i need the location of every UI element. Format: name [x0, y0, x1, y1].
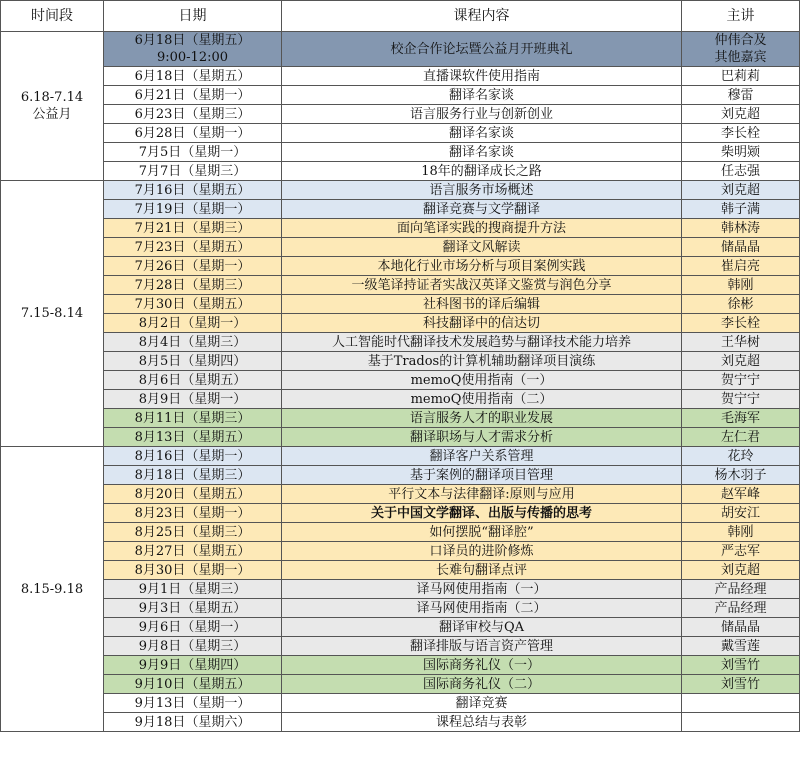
- course-cell: 语言服务市场概述: [282, 181, 682, 200]
- table-row: [1, 32, 800, 67]
- lecturer-text: 韩刚: [727, 524, 754, 540]
- lecturer-text: 刘克超: [720, 562, 760, 578]
- lecturer-cell: [682, 390, 800, 409]
- date-cell: [104, 390, 282, 409]
- period-cell: [1, 32, 104, 181]
- date-cell: [104, 314, 282, 333]
- table-row: [1, 599, 800, 618]
- table-row: [1, 238, 800, 257]
- lecturer-text: 左仁君: [720, 429, 760, 445]
- date-cell: [104, 561, 282, 580]
- lecturer-text: 柴明颎: [720, 144, 760, 160]
- course-cell: 社科图书的译后编辑: [282, 295, 682, 314]
- date-text: 7月7日（星期三）: [138, 163, 247, 179]
- course-cell: 科技翻译中的信达切: [282, 314, 682, 333]
- date-cell: [104, 162, 282, 181]
- date-text: 8月4日（星期三）: [138, 334, 247, 350]
- course-cell: 一级笔译持证者实战汉英译文鉴赏与润色分享: [282, 276, 682, 295]
- lecturer-text: 李长栓: [720, 125, 760, 141]
- lecturer-text: 产品经理: [714, 600, 767, 616]
- lecturer-text: 崔启亮: [720, 258, 760, 274]
- lecturer-cell: [682, 143, 800, 162]
- lecturer-cell: [682, 276, 800, 295]
- date-text: 8月9日（星期一）: [138, 391, 247, 407]
- table-row: [1, 542, 800, 561]
- header-row: [1, 1, 800, 32]
- date-text: 8月2日（星期一）: [138, 315, 247, 331]
- lecturer-cell: [682, 618, 800, 637]
- lecturer-text: 贺宁宁: [720, 372, 760, 388]
- course-cell: 长难句翻译点评: [282, 561, 682, 580]
- lecturer-text: 花玲: [727, 448, 754, 464]
- table-row: [1, 295, 800, 314]
- date-cell: [104, 257, 282, 276]
- lecturer-text: 严志军: [720, 543, 760, 559]
- course-cell: 平行文本与法律翻译:原则与应用: [282, 485, 682, 504]
- table-row: [1, 390, 800, 409]
- date-text: 8月13日（星期五）: [134, 429, 251, 445]
- table-row: [1, 428, 800, 447]
- lecturer-text: 贺宁宁: [720, 391, 760, 407]
- table-row: [1, 637, 800, 656]
- header-course: 课程内容: [282, 1, 682, 32]
- lecturer-text: 巴莉莉: [720, 68, 760, 84]
- lecturer-cell: [682, 675, 800, 694]
- date-cell: [104, 428, 282, 447]
- course-cell: 课程总结与表彰: [282, 713, 682, 732]
- course-cell: 18年的翻译成长之路: [282, 162, 682, 181]
- lecturer-cell: [682, 295, 800, 314]
- date-cell: [104, 599, 282, 618]
- lecturer-cell: [682, 257, 800, 276]
- table-row: [1, 314, 800, 333]
- date-text: 7月26日（星期一）: [134, 258, 251, 274]
- course-cell: memoQ使用指南（二）: [282, 390, 682, 409]
- table-row: [1, 181, 800, 200]
- header-lecturer: 主讲: [682, 1, 800, 32]
- table-row: [1, 219, 800, 238]
- header-date: 日期: [104, 1, 282, 32]
- schedule-body: [1, 32, 800, 732]
- course-cell: 翻译文风解读: [282, 238, 682, 257]
- date-text: 9月6日（星期一）: [138, 619, 247, 635]
- date-text: 7月23日（星期五）: [134, 239, 251, 255]
- date-text: 9月13日（星期一）: [134, 695, 251, 711]
- date-text: 8月23日（星期一）: [134, 505, 251, 521]
- lecturer-text: 戴雪莲: [720, 638, 760, 654]
- date-text: 8月20日（星期五）: [134, 486, 251, 502]
- date-text: 8月16日（星期一）: [134, 448, 251, 464]
- lecturer-cell: [682, 219, 800, 238]
- lecturer-cell: [682, 352, 800, 371]
- date-text: 8月5日（星期四）: [138, 353, 247, 369]
- table-row: [1, 352, 800, 371]
- course-cell: 校企合作论坛暨公益月开班典礼: [282, 32, 682, 67]
- table-row: [1, 257, 800, 276]
- lecturer-cell: [682, 447, 800, 466]
- course-cell: 本地化行业市场分析与项目案例实践: [282, 257, 682, 276]
- date-cell: [104, 675, 282, 694]
- date-text: 6月23日（星期三）: [134, 106, 251, 122]
- date-cell: [104, 276, 282, 295]
- date-cell: [104, 523, 282, 542]
- course-cell: 人工智能时代翻译技术发展趋势与翻译技术能力培养: [282, 333, 682, 352]
- course-cell: 译马网使用指南（二）: [282, 599, 682, 618]
- table-row: [1, 276, 800, 295]
- lecturer-cell: [682, 599, 800, 618]
- course-cell: 翻译排版与语言资产管理: [282, 637, 682, 656]
- date-cell: [104, 713, 282, 732]
- date-text: 9月9日（星期四）: [138, 657, 247, 673]
- date-cell: [104, 371, 282, 390]
- date-text: 7月5日（星期一）: [138, 144, 247, 160]
- date-cell: [104, 181, 282, 200]
- time-text: 9:00-12:00: [156, 50, 229, 65]
- lecturer-cell: [682, 124, 800, 143]
- lecturer-cell: [682, 105, 800, 124]
- date-cell: [104, 618, 282, 637]
- date-text: 8月18日（星期三）: [134, 467, 251, 483]
- lecturer-cell: [682, 162, 800, 181]
- table-row: [1, 333, 800, 352]
- course-cell: 国际商务礼仪（一）: [282, 656, 682, 675]
- date-cell: [104, 694, 282, 713]
- date-text: 7月28日（星期三）: [134, 277, 251, 293]
- lecturer-text: 刘雪竹: [720, 676, 760, 692]
- date-text: 8月6日（星期五）: [138, 372, 247, 388]
- date-text: 6月18日（星期五）: [134, 68, 251, 84]
- lecturer-cell: [682, 713, 800, 732]
- lecturer-text: 韩林涛: [720, 220, 760, 236]
- table-row: [1, 86, 800, 105]
- lecturer-text: 刘克超: [720, 182, 760, 198]
- table-row: [1, 523, 800, 542]
- lecturer-cell: [682, 694, 800, 713]
- table-row: [1, 447, 800, 466]
- course-cell: 基于案例的翻译项目管理: [282, 466, 682, 485]
- lecturer-cell: [682, 504, 800, 523]
- date-text: 9月8日（星期三）: [138, 638, 247, 654]
- lecturer-text: 产品经理: [714, 581, 767, 597]
- table-row: [1, 580, 800, 599]
- date-text: 8月30日（星期一）: [134, 562, 251, 578]
- lecturer-cell: [682, 466, 800, 485]
- period-label: 公益月: [32, 107, 72, 122]
- table-row: [1, 618, 800, 637]
- lecturer-text: 其他嘉宾: [714, 50, 767, 65]
- period-cell: [1, 181, 104, 447]
- period-label: 8.15-9.18: [20, 581, 84, 597]
- table-row: [1, 105, 800, 124]
- lecturer-cell: [682, 428, 800, 447]
- course-cell: 翻译竞赛: [282, 694, 682, 713]
- date-text: 7月21日（星期三）: [134, 220, 251, 236]
- course-cell: 译马网使用指南（一）: [282, 580, 682, 599]
- date-cell: [104, 143, 282, 162]
- lecturer-text: 韩刚: [727, 277, 754, 293]
- lecturer-text: 刘克超: [720, 353, 760, 369]
- table-row: [1, 67, 800, 86]
- lecturer-cell: [682, 371, 800, 390]
- lecturer-cell: [682, 238, 800, 257]
- course-cell: 翻译职场与人才需求分析: [282, 428, 682, 447]
- lecturer-cell: [682, 67, 800, 86]
- date-cell: [104, 637, 282, 656]
- course-cell: 翻译名家谈: [282, 124, 682, 143]
- lecturer-cell: [682, 86, 800, 105]
- lecturer-text: 杨木羽子: [714, 467, 767, 483]
- date-cell: [104, 219, 282, 238]
- lecturer-cell: [682, 32, 800, 67]
- date-text: 6月28日（星期一）: [134, 125, 251, 141]
- course-cell: 翻译审校与QA: [282, 618, 682, 637]
- period-label: 6.18-7.14: [20, 90, 84, 105]
- table-row: [1, 143, 800, 162]
- date-cell: [104, 352, 282, 371]
- lecturer-text: 任志强: [720, 163, 760, 179]
- course-cell: 关于中国文学翻译、出版与传播的思考: [282, 504, 682, 523]
- table-row: [1, 694, 800, 713]
- lecturer-cell: [682, 637, 800, 656]
- lecturer-text: 储晶晶: [720, 619, 760, 635]
- date-cell: [104, 580, 282, 599]
- table-row: [1, 371, 800, 390]
- date-cell: [104, 32, 282, 67]
- course-cell: memoQ使用指南（一）: [282, 371, 682, 390]
- date-cell: [104, 105, 282, 124]
- table-row: [1, 124, 800, 143]
- date-cell: [104, 542, 282, 561]
- lecturer-text: 仲伟合及: [714, 33, 767, 48]
- lecturer-cell: [682, 314, 800, 333]
- lecturer-text: 储晶晶: [720, 239, 760, 255]
- lecturer-cell: [682, 333, 800, 352]
- date-text: 9月18日（星期六）: [134, 714, 251, 730]
- course-cell: 直播课软件使用指南: [282, 67, 682, 86]
- course-cell: 口译员的进阶修炼: [282, 542, 682, 561]
- table-row: [1, 561, 800, 580]
- course-cell: 翻译竞赛与文学翻译: [282, 200, 682, 219]
- table-row: [1, 200, 800, 219]
- date-text: 7月30日（星期五）: [134, 296, 251, 312]
- date-cell: [104, 124, 282, 143]
- date-cell: [104, 485, 282, 504]
- date-text: 7月19日（星期一）: [134, 201, 251, 217]
- lecturer-cell: [682, 656, 800, 675]
- period-label: 7.15-8.14: [20, 306, 84, 321]
- course-cell: 面向笔译实践的搜商提升方法: [282, 219, 682, 238]
- date-text: 6月18日（星期五）: [134, 33, 251, 48]
- course-cell: 如何摆脱“翻译腔”: [282, 523, 682, 542]
- course-cell: 国际商务礼仪（二）: [282, 675, 682, 694]
- course-cell: 基于Trados的计算机辅助翻译项目演练: [282, 352, 682, 371]
- lecturer-text: 赵军峰: [720, 486, 760, 502]
- table-row: [1, 162, 800, 181]
- table-row: [1, 485, 800, 504]
- table-row: [1, 713, 800, 732]
- date-cell: [104, 295, 282, 314]
- lecturer-cell: [682, 523, 800, 542]
- date-cell: [104, 656, 282, 675]
- lecturer-text: 穆雷: [727, 87, 754, 103]
- date-cell: [104, 466, 282, 485]
- date-text: 6月21日（星期一）: [134, 87, 251, 103]
- date-text: 8月11日（星期三）: [134, 410, 251, 426]
- table-row: [1, 409, 800, 428]
- course-cell: 语言服务行业与创新创业: [282, 105, 682, 124]
- date-cell: [104, 238, 282, 257]
- date-text: 9月10日（星期五）: [134, 676, 251, 692]
- course-cell: 语言服务人才的职业发展: [282, 409, 682, 428]
- date-cell: [104, 504, 282, 523]
- lecturer-text: 胡安江: [720, 505, 760, 521]
- date-cell: [104, 67, 282, 86]
- date-text: 9月3日（星期五）: [138, 600, 247, 616]
- date-text: 8月25日（星期三）: [134, 524, 251, 540]
- course-cell: 翻译客户关系管理: [282, 447, 682, 466]
- lecturer-cell: [682, 181, 800, 200]
- date-text: 8月27日（星期五）: [134, 543, 251, 559]
- table-row: [1, 675, 800, 694]
- date-cell: [104, 200, 282, 219]
- lecturer-text: 毛海军: [720, 410, 760, 426]
- date-cell: [104, 86, 282, 105]
- date-text: 9月1日（星期三）: [138, 581, 247, 597]
- date-cell: [104, 447, 282, 466]
- lecturer-cell: [682, 485, 800, 504]
- lecturer-text: 韩子满: [720, 201, 760, 217]
- lecturer-cell: [682, 200, 800, 219]
- lecturer-text: 刘克超: [720, 106, 760, 122]
- date-cell: [104, 409, 282, 428]
- course-cell: 翻译名家谈: [282, 143, 682, 162]
- period-cell: [1, 447, 104, 732]
- lecturer-text: 徐彬: [727, 296, 754, 312]
- date-text: 7月16日（星期五）: [134, 182, 251, 198]
- lecturer-text: 王华树: [720, 334, 760, 350]
- course-cell: 翻译名家谈: [282, 86, 682, 105]
- lecturer-cell: [682, 542, 800, 561]
- lecturer-text: 李长栓: [720, 315, 760, 331]
- lecturer-text: 刘雪竹: [720, 657, 760, 673]
- table-row: [1, 466, 800, 485]
- lecturer-cell: [682, 580, 800, 599]
- table-row: [1, 504, 800, 523]
- table-row: [1, 656, 800, 675]
- lecturer-cell: [682, 561, 800, 580]
- header-period: 时间段: [1, 1, 104, 32]
- lecturer-cell: [682, 409, 800, 428]
- date-cell: [104, 333, 282, 352]
